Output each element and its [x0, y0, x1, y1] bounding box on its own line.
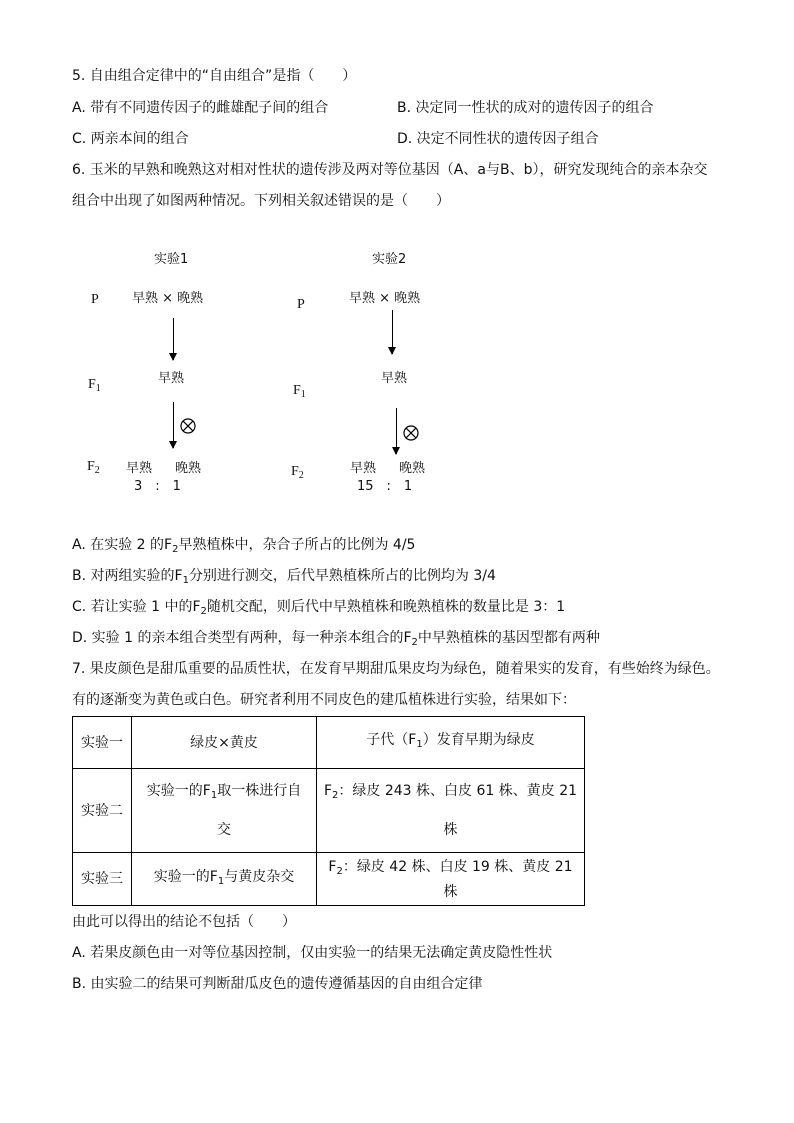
exp1-f2-label: $F_2$	[87, 459, 100, 476]
exp1-f1-phenotype: 早熟	[158, 371, 185, 386]
exp2-f2-early: 早熟	[350, 461, 377, 476]
table-row	[73, 853, 585, 906]
exp1-f2-early: 早熟	[126, 461, 153, 476]
q7-conclusion: 由此可以得出的结论不包括（ ）	[72, 914, 296, 930]
exp2-f2-late: 晚熟	[399, 461, 426, 476]
table-cell-result: 子代$(F_1)$发育早期为绿皮	[317, 717, 585, 769]
q5-stem: 5. 自由组合定律中的“自由组合”是指（ ）	[72, 68, 357, 84]
q7-stem-line1: 7. 果皮颜色是甜瓜重要的品质性状，在发育早期甜瓜果皮均为绿色，随着果实的发育，有些始终为绿色。	[72, 661, 720, 677]
table-cell-cross: 实验一的$F_1$取一株进行自 交	[132, 769, 317, 853]
exp1-f2-late: 晚熟	[175, 461, 202, 476]
exp2-p-cross: 早熟 × 晚熟	[349, 291, 421, 306]
table-cell-result: $F_2$：绿皮 42 株、白皮 19 株、黄皮 21 株	[317, 853, 585, 906]
exp1-f1-label: $F_1$	[88, 377, 101, 394]
exp2-arrow-p-f1	[392, 310, 393, 354]
q5-option-b: B. 决定同一性状的成对的遗传因子的组合	[397, 100, 654, 116]
q5-option-d: D. 决定不同性状的遗传因子组合	[397, 131, 599, 147]
table-cell-result: $F_2$：绿皮 243 株、白皮 61 株、黄皮 21 株	[317, 769, 585, 853]
table-cell-cross: 实验一的$F_1$与黄皮杂交	[132, 853, 317, 906]
exp2-f1-label: $F_1$	[293, 383, 306, 400]
table-cell-name: 实验三	[73, 853, 132, 906]
exp2-f1-phenotype: 早熟	[381, 371, 408, 386]
selfing-symbol-icon	[180, 418, 196, 434]
q6-option-a: A. 在实验 2 的$F_2$早熟植株中，杂合子所占的比例为 4/5	[72, 537, 416, 555]
q6-stem-line1: 6. 玉米的早熟和晚熟这对相对性状的遗传涉及两对等位基因（A、a与B、b），研究发现纯合的亲本杂交	[72, 162, 708, 178]
q7-option-a: A. 若果皮颜色由一对等位基因控制，仅由实验一的结果无法确定黄皮隐性性状	[72, 945, 553, 961]
exp2-arrow-f1-f2	[396, 408, 397, 454]
q7-stem-line2: 有的逐渐变为黄色或白色。研究者利用不同皮色的建瓜植株进行实验，结果如下：	[72, 692, 576, 708]
experiment-table	[72, 716, 585, 906]
table-row	[73, 717, 585, 769]
selfing-symbol-icon	[403, 425, 419, 441]
exp2-p-label: P	[297, 297, 305, 312]
q5-option-c: C. 两亲本间的组合	[72, 131, 189, 147]
q6-stem-line2: 组合中出现了如图两种情况。下列相关叙述错误的是（ ）	[72, 193, 450, 209]
exp2-f2-label: $F_2$	[291, 464, 304, 481]
q6-option-c: C. 若让实验 1 中的$F_2$随机交配，则后代中早熟植株和晚熟植株的数量比是 3：1	[72, 599, 566, 617]
table-row	[73, 769, 585, 853]
exp1-arrow-f1-f2	[173, 402, 174, 448]
q5-option-a: A. 带有不同遗传因子的雌雄配子间的组合	[72, 100, 329, 116]
q7-option-b: B. 由实验二的结果可判断甜瓜皮色的遗传遵循基因的自由组合定律	[72, 976, 483, 992]
exp1-f2-ratio: 3 : 1	[134, 479, 181, 494]
exp2-title: 实验2	[372, 252, 407, 267]
exp2-f2-ratio: 15 : 1	[357, 479, 413, 494]
exp1-title: 实验1	[154, 252, 189, 267]
table-cell-name: 实验二	[73, 769, 132, 853]
exp1-arrow-p-f1	[173, 318, 174, 360]
q6-option-b: B. 对两组实验的$F_1$分别进行测交，后代早熟植株所占的比例均为 3/4	[72, 568, 496, 586]
table-cell-cross: 绿皮×黄皮	[132, 717, 317, 769]
exp1-p-cross: 早熟 × 晚熟	[132, 291, 204, 306]
table-cell-name: 实验一	[73, 717, 132, 769]
exp1-p-label: P	[91, 292, 99, 307]
q6-option-d: D. 实验 1 的亲本组合类型有两种，每一种亲本组合的$F_2$中早熟植株的基因型都有两种	[72, 630, 600, 648]
